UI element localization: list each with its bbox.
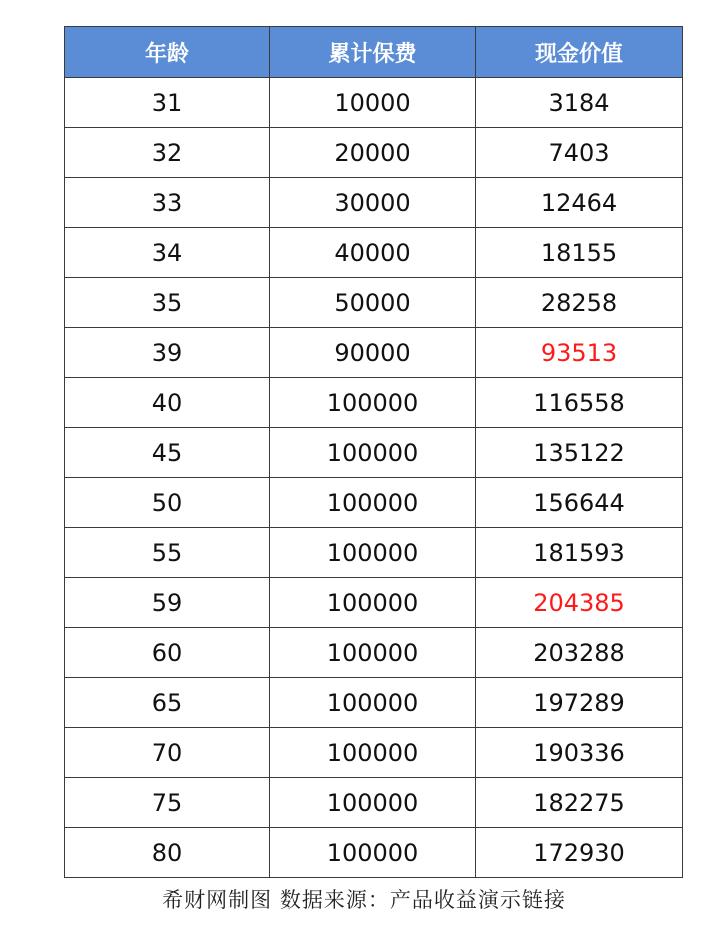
cell-age: 45 [65, 428, 270, 478]
cell-cumulative-premium: 40000 [270, 228, 476, 278]
cell-cumulative-premium: 100000 [270, 628, 476, 678]
table-row [65, 128, 683, 178]
table-row [65, 828, 683, 878]
header-age: 年龄 [65, 27, 270, 78]
table-row [65, 578, 683, 628]
cell-age: 75 [65, 778, 270, 828]
cell-age: 55 [65, 528, 270, 578]
table-row [65, 228, 683, 278]
cell-cumulative-premium: 100000 [270, 678, 476, 728]
cell-cash-value: 203288 [476, 628, 683, 678]
table-row [65, 678, 683, 728]
cash-value-table [64, 26, 683, 878]
table-row [65, 728, 683, 778]
cell-age: 65 [65, 678, 270, 728]
cell-cumulative-premium: 100000 [270, 478, 476, 528]
cell-cash-value: 12464 [476, 178, 683, 228]
cell-cash-value: 172930 [476, 828, 683, 878]
cell-age: 33 [65, 178, 270, 228]
cell-cash-value: 190336 [476, 728, 683, 778]
table-body [65, 78, 683, 878]
cell-age: 34 [65, 228, 270, 278]
cell-age: 50 [65, 478, 270, 528]
cell-cumulative-premium: 100000 [270, 778, 476, 828]
table-row [65, 528, 683, 578]
table-row [65, 328, 683, 378]
cell-cumulative-premium: 100000 [270, 828, 476, 878]
cell-cumulative-premium: 20000 [270, 128, 476, 178]
table-row [65, 428, 683, 478]
cell-cash-value: 116558 [476, 378, 683, 428]
cash-value-table-container [64, 26, 682, 878]
table-row [65, 378, 683, 428]
table-row [65, 628, 683, 678]
cell-cumulative-premium: 100000 [270, 428, 476, 478]
table-row [65, 278, 683, 328]
table-row [65, 478, 683, 528]
cell-cash-value: 135122 [476, 428, 683, 478]
cell-cash-value: 18155 [476, 228, 683, 278]
cell-cash-value: 156644 [476, 478, 683, 528]
cell-cumulative-premium: 100000 [270, 728, 476, 778]
cell-age: 60 [65, 628, 270, 678]
cell-cash-value: 28258 [476, 278, 683, 328]
cell-cumulative-premium: 30000 [270, 178, 476, 228]
cell-cash-value: 93513 [476, 328, 683, 378]
cell-age: 39 [65, 328, 270, 378]
cell-cash-value: 204385 [476, 578, 683, 628]
cell-age: 70 [65, 728, 270, 778]
table-row [65, 778, 683, 828]
cell-age: 32 [65, 128, 270, 178]
table-row [65, 78, 683, 128]
source-caption: 希财网制图 数据来源：产品收益演示链接 [162, 888, 566, 912]
table-header-row [65, 27, 683, 78]
cell-cumulative-premium: 50000 [270, 278, 476, 328]
cell-age: 31 [65, 78, 270, 128]
cell-cash-value: 197289 [476, 678, 683, 728]
cell-age: 59 [65, 578, 270, 628]
cell-cumulative-premium: 100000 [270, 528, 476, 578]
cell-cash-value: 182275 [476, 778, 683, 828]
table-row [65, 178, 683, 228]
header-cumulative-premium: 累计保费 [270, 27, 476, 78]
header-cash-value: 现金价值 [476, 27, 683, 78]
cell-age: 40 [65, 378, 270, 428]
cell-cumulative-premium: 100000 [270, 378, 476, 428]
cell-cumulative-premium: 100000 [270, 578, 476, 628]
cell-age: 80 [65, 828, 270, 878]
cell-cash-value: 181593 [476, 528, 683, 578]
cell-cash-value: 3184 [476, 78, 683, 128]
cell-age: 35 [65, 278, 270, 328]
cell-cash-value: 7403 [476, 128, 683, 178]
cell-cumulative-premium: 10000 [270, 78, 476, 128]
cell-cumulative-premium: 90000 [270, 328, 476, 378]
